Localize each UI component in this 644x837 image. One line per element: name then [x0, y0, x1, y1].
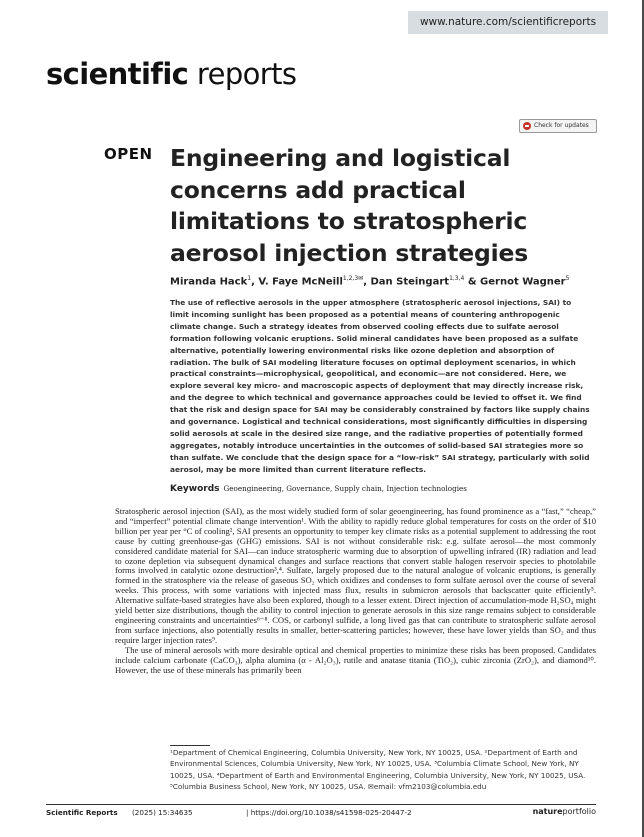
footnote-rule [170, 745, 210, 746]
open-access-label: OPEN [104, 145, 153, 163]
body-paragraph: The use of mineral aerosols with more desirable optical and chemical properties to minimize these risks has been proposed. Candidates include calcium carbonate (CaCO₃), alpha alumina (α - Al₂O₃), rutile and anatase titania (TiO₂), cubic zirconia (ZrO₂), and diamond¹⁰. However, the use of these minerals has primarily been [115, 644, 596, 675]
keywords-text: Geoengineering, Governance, Supply chain, Injection technologies [223, 484, 467, 493]
article-body [115, 507, 596, 675]
author-name[interactable]: Dan Steingart [370, 276, 450, 288]
affiliations: ¹Department of Chemical Engineering, Columbia University, New York, NY 10025, USA. ²Department of Earth and Environmental Sciences, Columbia University, New York, NY 10025, USA. ³Columbia Climate School, New York, NY 10025, USA. ⁴Department of Earth and Environmental Engineering, Columbia University, New York, NY 10025, USA. ⁵Columbia Business School, New York, NY 10025, USA. ✉email: vfm2103@columbia.edu [170, 748, 586, 792]
publisher-logo [533, 807, 596, 816]
author-affiliation-marker: 1 [247, 275, 252, 282]
check-for-updates-button[interactable] [519, 119, 597, 133]
footer-citation: (2025) 15:34635 [132, 808, 193, 817]
author-name[interactable]: V. Faye McNeill [258, 276, 343, 288]
footer-doi-link[interactable]: | https://doi.org/10.1038/s41598-025-20447-2 [246, 808, 412, 817]
author-name[interactable]: Miranda Hack [170, 276, 248, 288]
author-affiliation-marker: 1,3,4 [449, 275, 465, 282]
keywords-label: Keywords [170, 484, 220, 494]
footer-journal: Scientific Reports [46, 808, 118, 817]
author-affiliation-marker: 1,2,3✉ [342, 275, 364, 282]
journal-url[interactable]: www.nature.com/scientificreports [408, 11, 608, 34]
check-for-updates-label: Check for updates [534, 122, 589, 129]
journal-logo-regular: reports [196, 57, 297, 91]
publisher-logo-bold: nature [532, 807, 563, 816]
check-updates-icon [523, 122, 531, 130]
publisher-logo-regular: portfolio [562, 807, 596, 816]
body-paragraph: Stratospheric aerosol injection (SAI), as the most widely studied form of solar geoengineering, has found prominence as a “fast,” “cheap,” and “imperfect” potential climate change intervention¹. With the ability to rapidly reduce global temperatures for costs on the order of $10 billion per year per °C of cooling², SAI presents an opportunity to temper key climate risks as a potential supplement to addressing the root cause by cutting greenhouse-gas (GHG) emissions. SAI is not without considerable risk: e.g. sulfate aerosol—the most commonly considered candidate material for SAI—can induce stratospheric warming due to absorption of upwelling infrared (IR) radiation and lead to ozone depletion via subsequent dynamical changes and surface reactions that convert stable halogen reservoir species to photolabile forms involved in catalytic ozone destruction³,⁴. Sulfate, largely proposed due to the natural analogue of volcanic eruptions, is generally formed in the stratosphere via the release of gaseous SO₂ which oxidizes and condenses to form sulfate aerosol over the course of several weeks. This process, with some variations with injected mass flux, results in submicron aerosols that backscatter quite efficiently⁵. Alternative sulfate-based strategies have also been explored, though to a lesser extent. Direct injection of accumulation-mode H₂SO₄ might yield better size distributions, though the ability to control injection to generate aerosols in this size range remains subject to considerable engineering constraints and uncertainties⁶⁻⁸. COS, or carbonyl sulfide, a long lived gas that can contribute to stratospheric sulfate aerosol from surface injections, also potentially results in smaller, better-scattering particles; however, these have lower yields than SO₂ and thus require larger injection rates⁹. [115, 506, 596, 645]
footer-rule [46, 804, 596, 805]
author-list: Miranda Hack$^1$, V. Faye McNeill$^{1,2,3✉}$, Dan Steingart$^{1,3,4}$ & Gernot Wagner$^5$ [170, 275, 570, 288]
abstract: The use of reflective aerosols in the upper atmosphere (stratospheric aerosol injections, SAI) to limit incoming sunlight has been proposed as a potential means of countering anthropogenic climate change. Such a strategy ideates from observed cooling effects due to sulfate aerosol formation following volcanic eruptions. Solid mineral candidates have been proposed as a sulfate alternative, potentially lowering environmental risks like ozone depletion and absorption of radiation. The bulk of SAI modeling literature focuses on optimal deployment scenarios, in which practical constraints—microphysical, geopolitical, and economic—are not considered. Here, we explore several key micro- and macroscopic aspects of deployment that may directly increase risk, and the degree to which technical and governance approaches could be levied to offset it. We find that the risk and design space for SAI may be considerably constrained by factors like supply chains and governance. Logistical and technical considerations, most significantly difficulties in dispersing solid aerosols at scale in the desired size range, and the radiative properties of potentially formed aggregates, notably introduce uncertainties in the outcomes of solid-based SAI strategies more so than sulfate. We conclude that the design space for a “low-risk” SAI strategy, particularly with solid aerosol, may be more limited than current literature reflects. [170, 298, 590, 474]
author-affiliation-marker: 5 [565, 275, 570, 282]
author-name[interactable]: Gernot Wagner [480, 276, 566, 288]
journal-logo [46, 56, 296, 92]
article-title: Engineering and logistical concerns add practical limitations to stratospheric aerosol injection strategies [170, 144, 528, 267]
journal-logo-bold: scientific [46, 57, 189, 91]
keywords [170, 484, 600, 494]
